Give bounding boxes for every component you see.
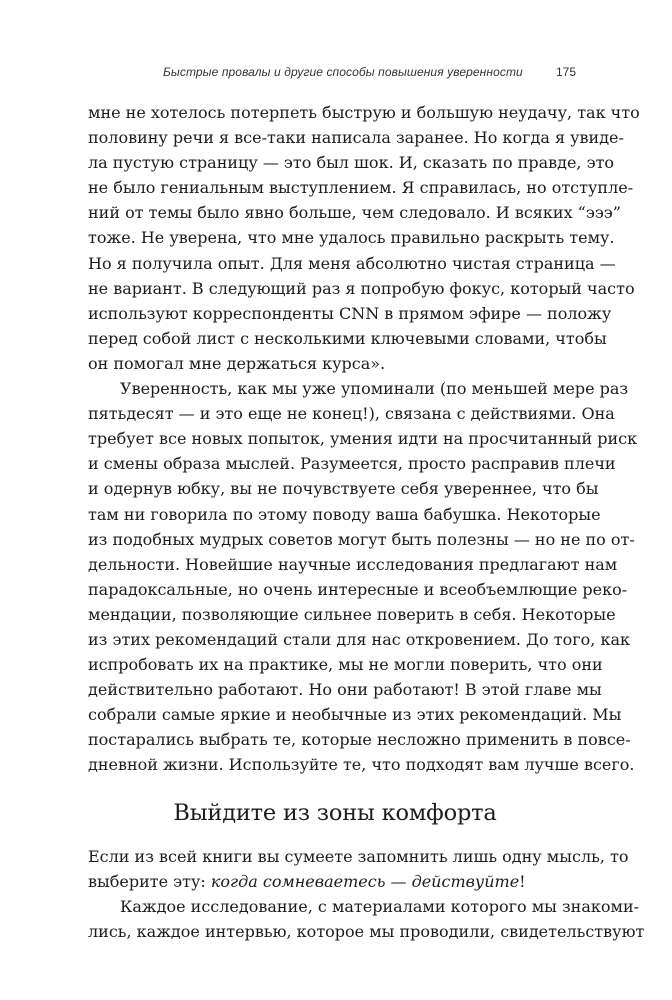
paragraph-4 [88, 894, 645, 944]
text-line: Каждое исследование, с материалами которого мы знакоми- [120, 896, 640, 916]
text-line: постарались выбрать те, которые несложно применить в повсе- [88, 730, 631, 750]
text-line: перед собой лист с несколькими ключевыми словами, чтобы [88, 328, 607, 348]
text-line: там ни говорила по этому поводу ваша бабушка. Некоторые [88, 504, 601, 524]
text-line: Уверенность, как мы уже упоминали (по меньшей мере раз [120, 379, 629, 399]
text-line: ний от темы было явно больше, чем следовало. И всяких “эээ” [88, 203, 621, 223]
emphasis-text: когда сомневаетесь — действуйте [210, 871, 520, 891]
text-line: он помогал мне держаться курса». [88, 353, 386, 373]
text-line: из этих рекомендаций стали для нас откровением. До того, как [88, 629, 630, 649]
text-line: Если из всей книги вы сумеете запомнить лишь одну мысль, то [88, 846, 629, 866]
text-line: не вариант. В следующий раз я попробую фокус, который часто [88, 278, 635, 298]
text-line: дневной жизни. Используйте те, что подходят вам лучше всего. [88, 755, 635, 775]
text-line: и одернув юбку, вы не почувствуете себя увереннее, что бы [88, 479, 599, 499]
text-line: и смены образа мыслей. Разумеется, просто расправив плечи [88, 454, 616, 474]
text-line: мендации, позволяющие сильнее поверить в себя. Некоторые [88, 604, 616, 624]
text-line: половину речи я все-таки написала заранее. Но когда я увиде- [88, 128, 624, 148]
text-line: пятьдесят — и это еще не конец!), связана с действиями. Она [88, 404, 615, 424]
text-line: лись, каждое интервью, которое мы проводили, свидетельствуют [88, 921, 645, 941]
page-number: 175 [556, 65, 577, 79]
text-line: ла пустую страницу — это был шок. И, сказать по правде, это [88, 153, 615, 173]
text-line: мне не хотелось потерпеть быструю и большую неудачу, так что [88, 103, 640, 122]
text-line: не было гениальным выступлением. Я справилась, но отступле- [88, 178, 634, 198]
text-line: действительно работают. Но они работают! В этой главе мы [88, 680, 602, 700]
paragraph-1 [88, 100, 640, 376]
text-fragment: выберите эту: [88, 871, 211, 891]
text-line: из подобных мудрых советов могут быть полезны — но не по от- [88, 529, 635, 549]
running-head [0, 63, 672, 83]
text-line: парадоксальные, но очень интересные и всеобъемлющие реко- [88, 579, 628, 599]
text-line: дельности. Новейшие научные исследования предлагают нам [88, 554, 618, 574]
text-line: Но я получила опыт. Для меня абсолютно чистая страница — [88, 253, 616, 273]
text-line: испробовать их на практике, мы не могли поверить, что они [88, 655, 603, 675]
text-line: собрали самые яркие и необычные из этих рекомендаций. Мы [88, 705, 622, 725]
text-line: тоже. Не уверена, что мне удалось правильно раскрыть тему. [88, 228, 615, 248]
section-heading: Выйдите из зоны комфорта [173, 799, 497, 826]
paragraph-2 [88, 376, 638, 778]
text-line [88, 869, 582, 894]
page-body [88, 100, 645, 944]
text-line: требует все новых попыток, умения идти на просчитанный риск [88, 429, 638, 449]
paragraph-3 [88, 844, 629, 894]
text-line: используют корреспонденты CNN в прямом эфире — положу [88, 303, 612, 323]
running-head-title: Быстрые провалы и другие способы повышения уверенности [163, 65, 523, 79]
text-fragment: ! [519, 871, 526, 891]
